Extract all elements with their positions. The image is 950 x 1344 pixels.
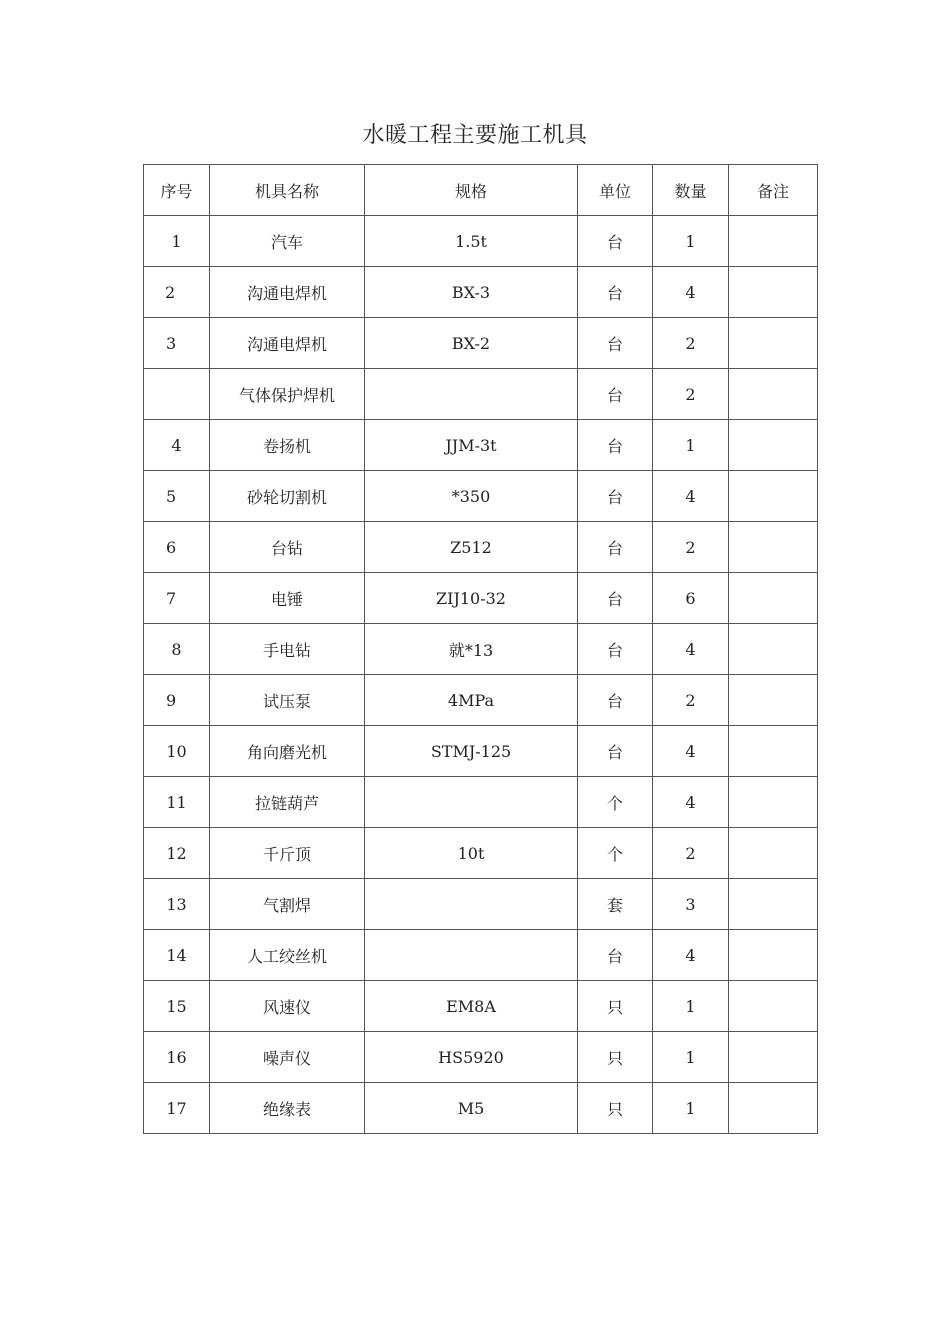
cell-unit: 个 [578, 828, 653, 879]
cell-qty: 4 [653, 624, 729, 675]
cell-name: 汽车 [210, 216, 365, 267]
cell-no: 1 [144, 216, 210, 267]
cell-spec: 10t [365, 828, 578, 879]
cell-qty: 1 [653, 216, 729, 267]
cell-spec: 1.5t [365, 216, 578, 267]
cell-note [729, 777, 818, 828]
cell-note [729, 420, 818, 471]
cell-qty: 2 [653, 522, 729, 573]
cell-no: 5 [144, 471, 210, 522]
cell-unit: 台 [578, 675, 653, 726]
cell-qty: 1 [653, 981, 729, 1032]
equipment-table [143, 164, 818, 1134]
cell-qty: 3 [653, 879, 729, 930]
cell-unit: 台 [578, 471, 653, 522]
cell-name: 噪声仪 [210, 1032, 365, 1083]
cell-unit: 台 [578, 420, 653, 471]
cell-qty: 2 [653, 369, 729, 420]
cell-note [729, 522, 818, 573]
cell-spec: ZIJ10-32 [365, 573, 578, 624]
cell-qty: 4 [653, 777, 729, 828]
cell-unit: 台 [578, 624, 653, 675]
cell-name: 电锤 [210, 573, 365, 624]
cell-name: 拉链葫芦 [210, 777, 365, 828]
table-row [144, 216, 818, 267]
cell-qty: 4 [653, 930, 729, 981]
cell-note [729, 1083, 818, 1134]
cell-qty: 2 [653, 675, 729, 726]
cell-qty: 4 [653, 471, 729, 522]
cell-note [729, 930, 818, 981]
cell-spec: Z512 [365, 522, 578, 573]
cell-note [729, 267, 818, 318]
table-row [144, 828, 818, 879]
cell-no: 3 [144, 318, 210, 369]
cell-no: 14 [144, 930, 210, 981]
table-row [144, 981, 818, 1032]
cell-name: 千斤顶 [210, 828, 365, 879]
cell-note [729, 318, 818, 369]
table-header-row [144, 165, 818, 216]
cell-spec: BX-2 [365, 318, 578, 369]
table-row [144, 1083, 818, 1134]
cell-spec: STMJ-125 [365, 726, 578, 777]
cell-name: 砂轮切割机 [210, 471, 365, 522]
cell-spec [365, 777, 578, 828]
cell-note [729, 1032, 818, 1083]
cell-name: 人工绞丝机 [210, 930, 365, 981]
table-row [144, 522, 818, 573]
header-cell-name: 机具名称 [210, 165, 365, 216]
table-row [144, 267, 818, 318]
table-row [144, 573, 818, 624]
cell-spec: *350 [365, 471, 578, 522]
cell-spec [365, 369, 578, 420]
cell-note [729, 624, 818, 675]
cell-qty: 2 [653, 318, 729, 369]
cell-unit: 台 [578, 930, 653, 981]
cell-unit: 台 [578, 573, 653, 624]
cell-no: 11 [144, 777, 210, 828]
cell-spec: M5 [365, 1083, 578, 1134]
header-cell-unit: 单位 [578, 165, 653, 216]
table-row [144, 420, 818, 471]
cell-name: 沟通电焊机 [210, 318, 365, 369]
cell-name: 沟通电焊机 [210, 267, 365, 318]
cell-spec: BX-3 [365, 267, 578, 318]
table-row [144, 471, 818, 522]
cell-name: 绝缘表 [210, 1083, 365, 1134]
cell-unit: 只 [578, 1083, 653, 1134]
cell-note [729, 216, 818, 267]
cell-unit: 台 [578, 726, 653, 777]
cell-no: 13 [144, 879, 210, 930]
cell-note [729, 573, 818, 624]
header-cell-note: 备注 [729, 165, 818, 216]
cell-no: 2 [144, 267, 210, 318]
header-cell-spec: 规格 [365, 165, 578, 216]
cell-no: 10 [144, 726, 210, 777]
cell-qty: 1 [653, 1032, 729, 1083]
cell-note [729, 981, 818, 1032]
cell-qty: 6 [653, 573, 729, 624]
cell-spec: 4MPa [365, 675, 578, 726]
page-title: 水暖工程主要施工机具 [362, 123, 588, 148]
table-row [144, 318, 818, 369]
cell-unit: 只 [578, 1032, 653, 1083]
table-row [144, 777, 818, 828]
cell-qty: 2 [653, 828, 729, 879]
cell-no: 16 [144, 1032, 210, 1083]
cell-no: 12 [144, 828, 210, 879]
cell-note [729, 879, 818, 930]
cell-unit: 个 [578, 777, 653, 828]
cell-spec: EM8A [365, 981, 578, 1032]
cell-unit: 台 [578, 369, 653, 420]
cell-qty: 4 [653, 726, 729, 777]
cell-name: 气体保护焊机 [210, 369, 365, 420]
table-row [144, 726, 818, 777]
cell-spec [365, 930, 578, 981]
cell-note [729, 369, 818, 420]
cell-no: 17 [144, 1083, 210, 1134]
cell-no: 6 [144, 522, 210, 573]
table-row [144, 879, 818, 930]
table-row [144, 1032, 818, 1083]
cell-unit: 台 [578, 522, 653, 573]
cell-note [729, 675, 818, 726]
header-cell-qty: 数量 [653, 165, 729, 216]
cell-qty: 1 [653, 420, 729, 471]
cell-name: 试压泵 [210, 675, 365, 726]
cell-spec: 就*13 [365, 624, 578, 675]
cell-unit: 只 [578, 981, 653, 1032]
cell-no [144, 369, 210, 420]
cell-name: 卷扬机 [210, 420, 365, 471]
cell-name: 手电钻 [210, 624, 365, 675]
cell-note [729, 828, 818, 879]
cell-unit: 台 [578, 318, 653, 369]
cell-qty: 1 [653, 1083, 729, 1134]
cell-note [729, 471, 818, 522]
cell-unit: 台 [578, 267, 653, 318]
cell-no: 15 [144, 981, 210, 1032]
table-row [144, 624, 818, 675]
cell-name: 台钻 [210, 522, 365, 573]
cell-name: 角向磨光机 [210, 726, 365, 777]
header-cell-no: 序号 [144, 165, 210, 216]
cell-no: 8 [144, 624, 210, 675]
cell-note [729, 726, 818, 777]
cell-no: 9 [144, 675, 210, 726]
cell-name: 气割焊 [210, 879, 365, 930]
table-row [144, 675, 818, 726]
cell-unit: 套 [578, 879, 653, 930]
table-row [144, 930, 818, 981]
cell-no: 7 [144, 573, 210, 624]
cell-name: 风速仪 [210, 981, 365, 1032]
cell-spec [365, 879, 578, 930]
cell-qty: 4 [653, 267, 729, 318]
cell-spec: HS5920 [365, 1032, 578, 1083]
table-row [144, 369, 818, 420]
cell-unit: 台 [578, 216, 653, 267]
cell-no: 4 [144, 420, 210, 471]
cell-spec: JJM-3t [365, 420, 578, 471]
